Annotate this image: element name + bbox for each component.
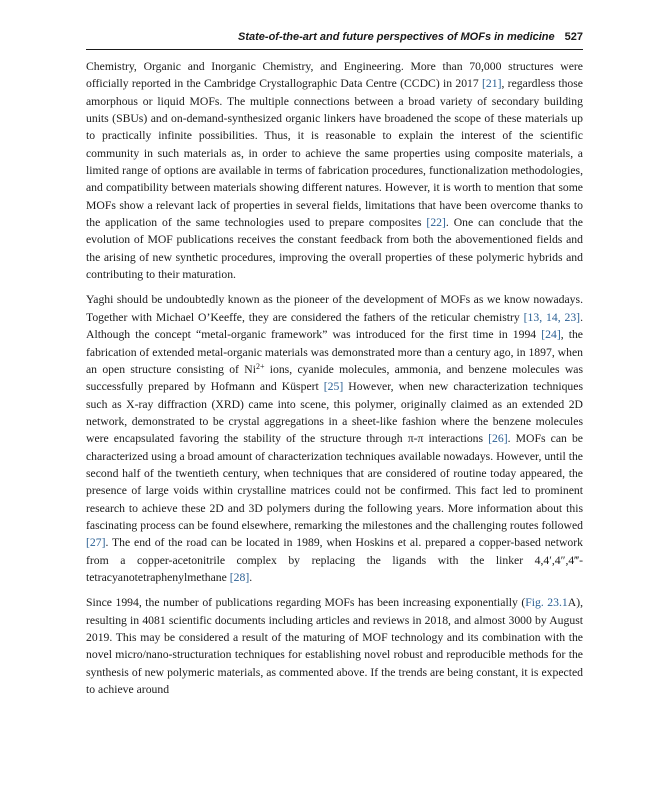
citation-link[interactable]: [24] xyxy=(541,328,561,342)
citation-link[interactable]: [28] xyxy=(229,570,250,584)
citation-link[interactable]: [13, 14, 23] xyxy=(523,310,581,324)
text-run: ions, cyanide molecules, ammonia, and benzene molecules was successfully prepared by Hofmann and Küspert xyxy=(86,362,583,394)
text-run: . The end of the road can be located in 1989, when Hoskins et al. prepared a copper-based network from a copper-acetonitrile complex by replacing the ligands with the linker 4,4′,4″,4‴-tetracyanotetraphenylmethane xyxy=(86,536,583,584)
superscript-charge: 2+ xyxy=(255,361,265,371)
text-run: A), resulting in 4081 scientific documents including articles and reviews in 2018, and almost 3000 by August 2019. This may be considered a result of the maturing of MOF technology and its combination with the novel micro/nano-structuration techniques for establishing novel robust and reproducible methods for the synthesis of new polymeric materials, as commented above. If the trends are being constant, it is expected to achieve around xyxy=(86,596,584,697)
text-run: . MOFs can be characterized using a broad amount of characterization techniques available nowadays. However, until the second half of the twentieth century, when techniques that are considered of routine today appeared, the presence of large voids within crystalline matrices could not be confirmed. This fact led to prominent research to achieve these 2D and 3D polymers during the following years. More information about this fascinating process can be found elsewhere, remarking the milestones and the challenging routes followed xyxy=(86,432,583,532)
text-run: , regardless those amorphous or liquid MOFs. The multiple connections between a broad variety of secondary building units (SBUs) and on-demand-synthesized organic linkers have broadened the scope of these materials up to practically infinite possibilities. Thus, it is reasonable to explain the interest of the scientific community in such materials as, in order to achieve the same properties using composite materials, a limited range of options are available in terms of fabrication procedures, functionalization methodologies, and compatibility between materials showing different natures. However, it is worth to mention that some MOFs show a relevant lack of properties in several fields, limitations that have been overcome thanks to the application of the same technologies used to prepare composites xyxy=(86,77,583,230)
text-run: Chemistry, Organic and Inorganic Chemistry, and Engineering. More than 70,000 structures were officially reported in the Cambridge Crystallographic Data Centre (CCDC) in 2017 xyxy=(86,60,583,91)
running-title: State-of-the-art and future perspectives of MOFs in medicine xyxy=(238,31,555,43)
citation-link[interactable]: [25] xyxy=(323,380,344,394)
text-run: . Although the concept “metal-organic framework” was introduced for the first time in 1994 xyxy=(86,310,583,342)
citation-link[interactable]: [21] xyxy=(482,77,502,91)
text-run: . One can conclude that the evolution of MOF publications receives the constant feedback from both the abovementioned fields and the arising of new synthetic procedures, improving the overall properties of these polymeric hybrids and contributing to their maturation. xyxy=(86,216,583,282)
running-header xyxy=(86,31,583,47)
body-text xyxy=(86,58,583,706)
page-number: 527 xyxy=(564,31,583,43)
figure-reference-link[interactable]: Fig. 23.1 xyxy=(525,596,568,610)
paragraph-2 xyxy=(86,291,583,586)
text-run: Yaghi should be undoubtedly known as the pioneer of the development of MOFs as we know nowadays. Together with Michael O’Keeffe, they are considered the fathers of the reticular chemistry xyxy=(86,293,583,324)
text-run: Since 1994, the number of publications regarding MOFs has been increasing exponentially ( xyxy=(86,596,526,610)
paragraph-3 xyxy=(86,594,583,698)
paragraph-1 xyxy=(86,58,583,283)
header-rule xyxy=(86,49,583,50)
citation-link[interactable]: [26] xyxy=(488,432,508,446)
text-run: However, when new characterization techniques such as X-ray diffraction (XRD) came into scene, this polymer, originally claimed as an extended 2D network, demonstrated to be crystal aggregations in a sheet-like fashion where the benzene molecules were encapsulated favoring the stability of the structure through π-π interactions xyxy=(86,380,583,446)
citation-link[interactable]: [22] xyxy=(426,216,446,230)
text-run: . xyxy=(249,570,253,584)
text-run: , the fabrication of extended metal-organic materials was demonstrated more than a century ago, in 1897, when an open structure consisting of Ni xyxy=(86,328,583,376)
citation-link[interactable]: [27] xyxy=(86,536,106,550)
